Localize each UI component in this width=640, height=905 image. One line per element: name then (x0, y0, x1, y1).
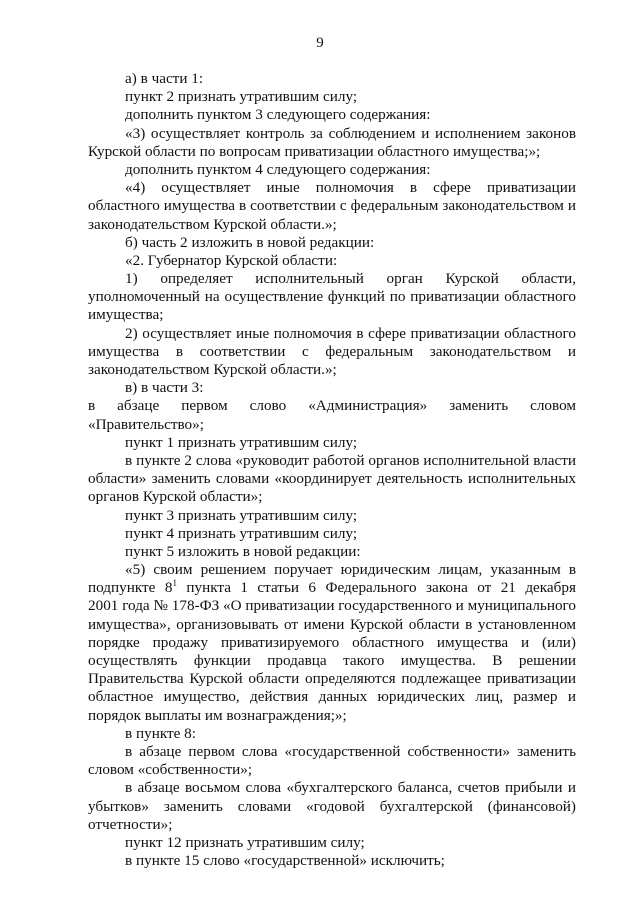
text-line: убытков» заменить словами «годовой бухгалтерской (финансовой) (88, 797, 576, 815)
text-line: пункт 2 признать утратившим силу; (125, 88, 358, 106)
text-line: законодательством Курской области.»; (88, 361, 337, 378)
text-line: в) в части 3: (125, 379, 204, 397)
text-line: дополнить пунктом 4 следующего содержания: (125, 160, 431, 178)
text-line: в абзаце первом слова «государственной собственности» заменить (125, 742, 576, 760)
text-line: Правительства Курской области определяются подлежащее приватизации (88, 670, 576, 688)
text-line: порядок выплаты им вознаграждения;»; (88, 706, 347, 724)
text-line: а) в части 1: (125, 70, 204, 87)
text-line: «4) осуществляет иные полномочия в сфере приватизации (125, 179, 576, 197)
text-line: в пункте 8: (125, 724, 196, 742)
superscript: 1 (172, 578, 177, 589)
text-line (88, 579, 576, 597)
text-line: уполномоченный на осуществление функций по приватизации областного (88, 288, 576, 306)
text-line: «2. Губернатор Курской области: (125, 251, 338, 269)
text-line: областного имущества в соответствии с федеральным законодательством и (88, 197, 576, 215)
text-line: пункт 5 изложить в новой редакции: (125, 542, 361, 560)
text-line: областное имущество, действия данных юридических лиц, размер и (88, 688, 576, 706)
text-line: отчетности»; (88, 815, 173, 833)
text-line: законодательством Курской области.»; (88, 215, 337, 233)
text-line: в пункте 2 слова «руководит работой органов исполнительной власти (125, 451, 576, 469)
text-line: словом «собственности»; (88, 761, 253, 779)
text-line: «3) осуществляет контроль за соблюдением и исполнением законов (125, 124, 576, 142)
text-line: имущества; (88, 306, 164, 324)
text-line: 2) осуществляет иные полномочия в сфере приватизации областного (125, 324, 576, 342)
text-line: имущества», организовывать от имени Курской области в установленном (88, 615, 576, 633)
text-line: «Правительство»; (88, 415, 204, 433)
text-line: имущества в соответствии с федеральным законодательством и (88, 342, 576, 360)
text-line: 2001 года № 178-ФЗ «О приватизации государственного и муниципального (88, 597, 576, 615)
text-fragment: подпункте 8 (88, 579, 173, 597)
document-body (88, 70, 576, 870)
text-line: в пункте 15 слово «государственной» исключить; (125, 852, 445, 870)
text-line: б) часть 2 изложить в новой редакции: (125, 233, 375, 251)
text-line: дополнить пунктом 3 следующего содержания: (125, 106, 431, 124)
text-line: пункт 1 признать утратившим силу; (125, 433, 358, 451)
text-fragment: пункта 1 статьи 6 Федерального закона от 21 декабря (176, 579, 576, 597)
text-line: пункт 3 признать утратившим силу; (125, 506, 358, 524)
text-line: 1) определяет исполнительный орган Курской области, (125, 270, 576, 288)
text-line: органов Курской области»; (88, 488, 263, 506)
text-line: Курской области по вопросам приватизации областного имущества;»; (88, 142, 541, 160)
text-line: «5) своим решением поручает юридическим лицам, указанным в (125, 561, 576, 579)
text-line: области» заменить словами «координирует деятельность исполнительных (88, 470, 576, 488)
text-line: пункт 4 признать утратившим силу; (125, 524, 358, 542)
page-number: 9 (316, 35, 324, 51)
text-line: порядке продажу приватизируемого областного имущества и (или) (88, 633, 576, 651)
text-line: в абзаце первом слово «Администрация» заменить словом (88, 397, 576, 415)
text-line: пункт 12 признать утратившим силу; (125, 833, 365, 851)
text-line: в абзаце восьмом слова «бухгалтерского баланса, счетов прибыли и (125, 779, 576, 797)
text-line: осуществлять функции продавца такого имущества. В решении (88, 652, 576, 669)
